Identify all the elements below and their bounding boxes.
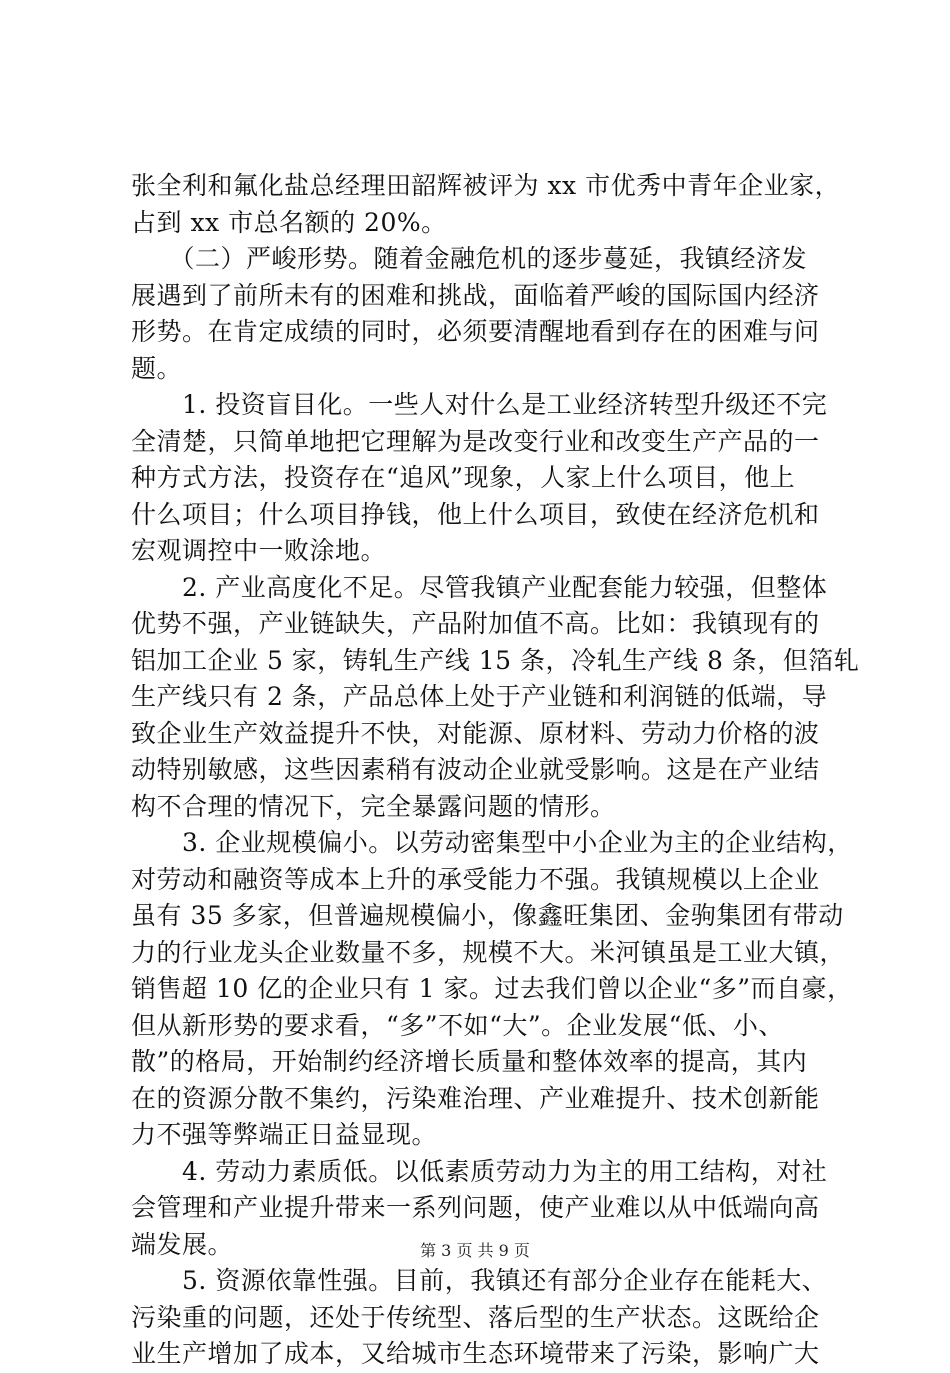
text-line: 会管理和产业提升带来一系列问题，使产业难以从中低端向高	[131, 1193, 820, 1222]
text-line: 全清楚，只简单地把它理解为是改变行业和改变生产产品的一	[131, 426, 820, 456]
text-line: 构不合理的情况下，完全暴露问题的情形。	[131, 791, 616, 821]
text-line: 在的资源分散不集约，污染难治理、产业难提升、技术创新能	[131, 1083, 820, 1113]
text-line: （二）严峻形势。随着金融危机的逐步蔓延，我镇经济发	[131, 244, 808, 273]
text-line: 5. 资源依靠性强。目前，我镇还有部分企业存在能耗大、	[131, 1266, 828, 1295]
text-line: 种方式方法，投资存在“追风”现象，人家上什么项目，他上	[131, 463, 796, 492]
text-line: 张全利和氟化盐总经理田韶辉被评为 xx 市优秀中青年企业家，	[131, 171, 841, 200]
text-line: 业生产增加了成本，又给城市生态环境带来了污染，影响广大	[131, 1339, 820, 1368]
text-line: 污染重的问题，还处于传统型、落后型的生产状态。这既给企	[131, 1302, 820, 1332]
text-line: 动特别敏感，这些因素稍有波动企业就受影响。这是在产业结	[131, 755, 820, 784]
text-line: 什么项目；什么项目挣钱，他上什么项目，致使在经济危机和	[131, 499, 820, 529]
text-line: 3. 企业规模偏小。以劳动密集型中小企业为主的企业结构，	[131, 828, 853, 857]
text-line: 展遇到了前所未有的困难和挑战，面临着严峻的国际国内经济	[131, 280, 820, 310]
text-line: 1. 投资盲目化。一些人对什么是工业经济转型升级还不完	[131, 390, 828, 419]
text-line: 宏观调控中一败涂地。	[131, 536, 387, 565]
text-line: 端发展。	[131, 1229, 234, 1259]
text-line: 铝加工企业 5 家，铸轧生产线 15 条，冷轧生产线 8 条，但箔轧	[131, 645, 860, 675]
body-text	[131, 168, 860, 1373]
text-line: 4. 劳动力素质低。以低素质劳动力为主的用工结构，对社	[131, 1156, 828, 1186]
text-line: 形势。在肯定成绩的同时，必须要清醒地看到存在的困难与问	[131, 317, 820, 346]
text-line: 题。	[131, 353, 183, 383]
text-line: 虽有 35 多家，但普遍规模偏小，像鑫旺集团、金驹集团有带动	[131, 901, 844, 930]
text-line: 优势不强，产业链缺失，产品附加值不高。比如：我镇现有的	[131, 609, 820, 638]
text-line: 销售超 10 亿的企业只有 1 家。过去我们曾以企业“多”而自豪，	[131, 974, 853, 1003]
text-line: 力的行业龙头企业数量不多，规模不大。米河镇虽是工业大镇，	[131, 937, 846, 967]
page-number-footer: 第 3 页 共 9 页	[420, 1241, 530, 1260]
text-line: 致企业生产效益提升不快，对能源、原材料、劳动力价格的波	[131, 718, 820, 748]
text-line: 生产线只有 2 条，产品总体上处于产业链和利润链的低端，导	[131, 682, 828, 711]
text-line: 但从新形势的要求看，“多”不如“大”。企业发展“低、小、	[131, 1010, 784, 1040]
text-line: 对劳动和融资等成本上升的承受能力不强。我镇规模以上企业	[131, 864, 820, 894]
text-line: 2. 产业高度化不足。尽管我镇产业配套能力较强，但整体	[131, 572, 828, 602]
text-line: 力不强等弊端正日益显现。	[131, 1120, 438, 1149]
text-line: 散”的格局，开始制约经济增长质量和整体效率的提高，其内	[131, 1047, 808, 1076]
text-line: 占到 xx 市总名额的 20%。	[131, 207, 447, 237]
